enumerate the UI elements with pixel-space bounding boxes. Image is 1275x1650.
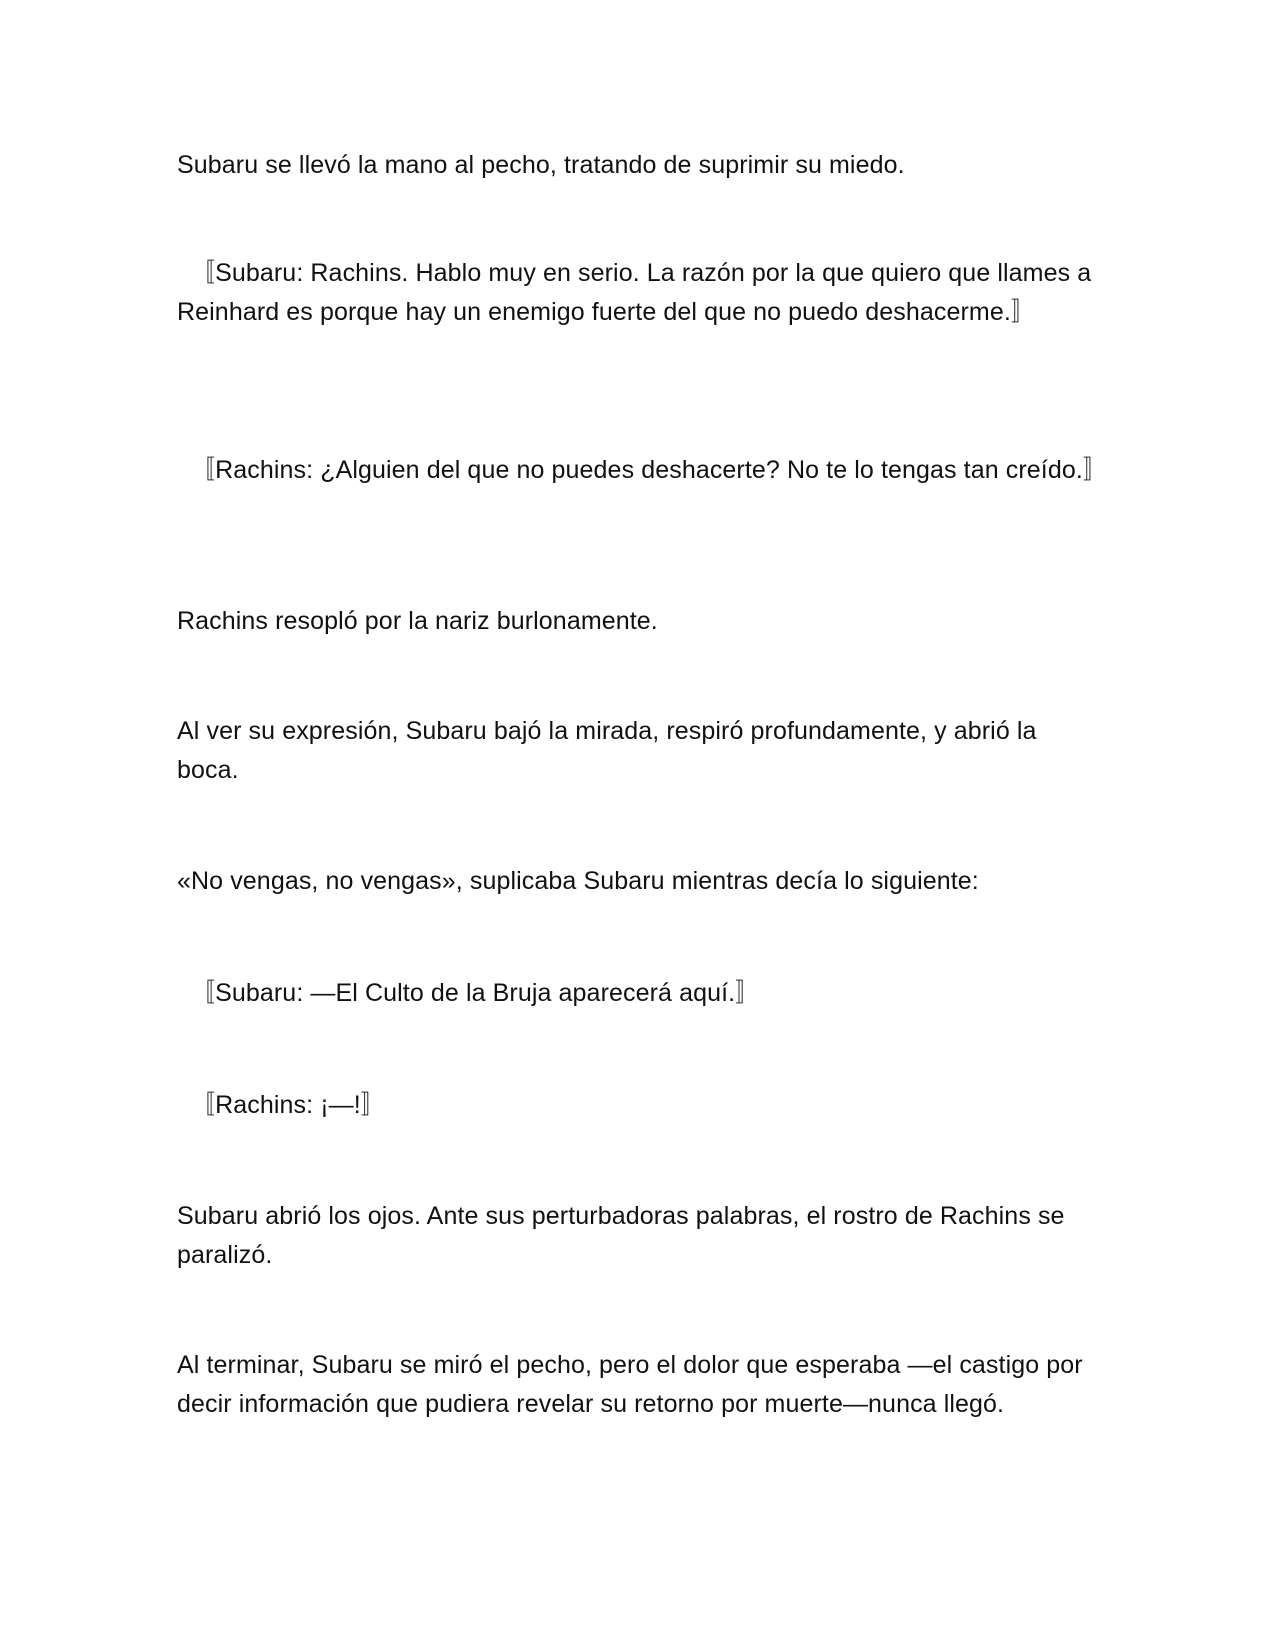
paragraph-narration: Al terminar, Subaru se miró el pecho, pero el dolor que esperaba —el castigo por decir información que pudiera revelar su retorno por muerte—nunca llegó. <box>177 1351 1083 1418</box>
paragraph-narration: Subaru abrió los ojos. Ante sus perturbadoras palabras, el rostro de Rachins se paralizó. <box>177 1202 1065 1269</box>
paragraph-narration: Rachins resopló por la nariz burlonamente. <box>177 607 658 635</box>
paragraph-dialogue: 〚Subaru: Rachins. Hablo muy en serio. La razón por la que quiero que llames a Reinhard es porque hay un enemigo fuerte del que no puedo deshacerme.〛 <box>177 259 1092 326</box>
paragraph-dialogue: 〚Rachins: ¿Alguien del que no puedes deshacerte? No te lo tengas tan creído.〛 <box>190 456 1108 484</box>
paragraph-dialogue: 〚Subaru: —El Culto de la Bruja aparecerá aquí.〛 <box>190 979 761 1007</box>
paragraph-dialogue: 〚Rachins: ¡—!〛 <box>190 1091 386 1119</box>
paragraph-narration: «No vengas, no vengas», suplicaba Subaru mientras decía lo siguiente: <box>177 867 979 895</box>
paragraph-narration: Subaru se llevó la mano al pecho, tratando de suprimir su miedo. <box>177 151 905 179</box>
paragraph-narration: Al ver su expresión, Subaru bajó la mirada, respiró profundamente, y abrió la boca. <box>177 717 1037 784</box>
